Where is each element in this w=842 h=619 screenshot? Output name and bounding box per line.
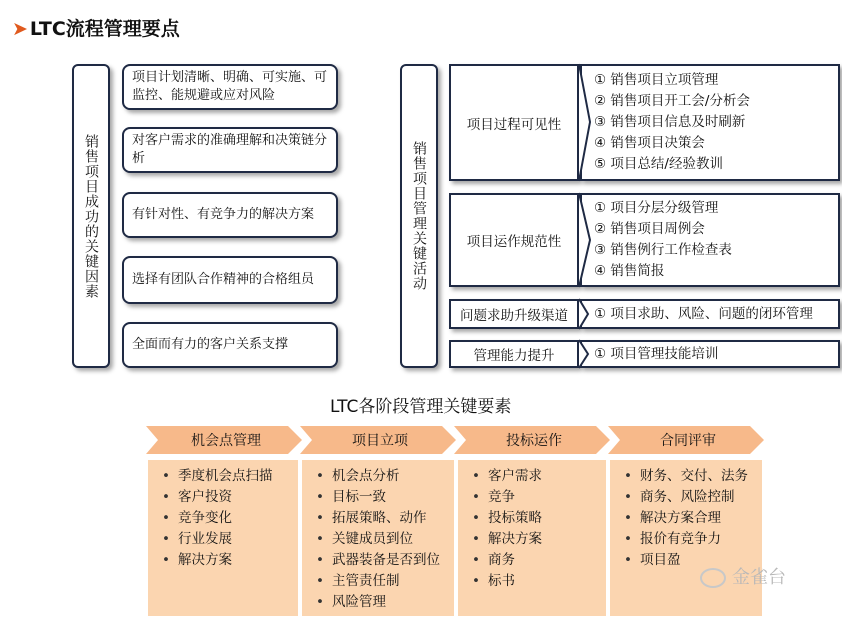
stage-item: • 行业发展: [162, 529, 288, 550]
stage-name-2: [306, 426, 454, 454]
stage-item: • 客户投资: [162, 487, 288, 508]
factor-text: 项目计划清晰、明确、可实施、可监控、能规避或应对风险: [132, 70, 328, 103]
stage-item: • 项目盈: [624, 550, 752, 571]
factor-text: 有针对性、有竞争力的解决方案: [132, 207, 315, 222]
activity-box-4: [580, 340, 840, 368]
connector-arrows: [560, 60, 600, 380]
stage-item: • 解决方案: [472, 529, 596, 550]
factor-box-1: [122, 64, 338, 110]
page-title-text: LTC流程管理要点: [29, 18, 180, 40]
stages-title: LTC各阶段管理关键要素: [330, 397, 512, 417]
stage-item: • 标书: [472, 571, 596, 592]
stage-item: • 商务、风险控制: [624, 487, 752, 508]
stage-name-4: [614, 426, 762, 454]
wechat-icon: [700, 568, 726, 588]
activity-item: ③ 销售例行工作检查表: [594, 242, 732, 258]
factor-text: 全面而有力的客户关系支撑: [132, 337, 289, 352]
factor-box-2: [122, 127, 338, 173]
stage-name-text: 项目立项: [352, 433, 408, 449]
success-factors-label-box: [72, 64, 110, 368]
page-title: [12, 14, 180, 41]
stage-item: • 主管责任制: [316, 571, 444, 592]
stage-item: • 目标一致: [316, 487, 444, 508]
stage-item: • 武器装备是否到位: [316, 550, 444, 571]
key-activities-label-box: [400, 64, 438, 368]
stage-name-text: 机会点管理: [191, 433, 261, 449]
stage-item: • 解决方案: [162, 550, 288, 571]
connector-arrow-4: [579, 340, 588, 368]
activity-item: ③ 销售项目信息及时刷新: [594, 114, 746, 130]
connector-arrow-2: [579, 193, 590, 287]
activity-box-1: [580, 64, 840, 181]
stage-column-4: [610, 460, 762, 616]
activity-item: ① 项目管理技能培训: [594, 345, 719, 362]
activity-item: ④ 销售简报: [594, 263, 665, 279]
activity-box-2: [580, 193, 840, 287]
stage-item: • 解决方案合理: [624, 508, 752, 529]
stage-item: • 财务、交付、法务: [624, 466, 752, 487]
category-label: 问题求助升级渠道: [460, 308, 568, 324]
stage-item: • 季度机会点扫描: [162, 466, 288, 487]
success-factors-label: 销售项目成功的关键因素: [83, 133, 99, 299]
connector-arrow-1: [579, 64, 590, 181]
stage-item: • 客户需求: [472, 466, 596, 487]
factor-text: 对客户需求的准确理解和决策链分析: [132, 133, 328, 166]
stage-item: • 拓展策略、动作: [316, 508, 444, 529]
activity-item: ① 项目分层分级管理: [594, 200, 719, 216]
stage-name-3: [460, 426, 608, 454]
category-label: 管理能力提升: [473, 348, 555, 364]
stage-item: • 竞争: [472, 487, 596, 508]
stage-name-text: 合同评审: [660, 433, 716, 449]
category-label: 项目运作规范性: [466, 234, 562, 250]
activity-item: ① 销售项目立项管理: [594, 72, 719, 88]
stage-column-1: [148, 460, 298, 616]
stage-name-text: 投标运作: [506, 433, 562, 449]
activity-item: ② 销售项目开工会/分析会: [594, 93, 750, 109]
title-arrow-icon: ➤: [12, 18, 28, 40]
stage-item: • 竞争变化: [162, 508, 288, 529]
factor-box-3: [122, 192, 338, 238]
stage-item: • 机会点分析: [316, 466, 444, 487]
activity-item: ① 项目求助、风险、问题的闭环管理: [594, 305, 813, 322]
activity-item: ⑤ 项目总结/经验教训: [594, 156, 723, 172]
activity-box-3: [580, 299, 840, 329]
stage-item: • 报价有竞争力: [624, 529, 752, 550]
stage-item: • 关键成员到位: [316, 529, 444, 550]
factor-box-4: [122, 256, 338, 304]
activity-item: ④ 销售项目决策会: [594, 135, 705, 151]
stage-item: • 商务: [472, 550, 596, 571]
stage-column-2: [302, 460, 454, 616]
factor-text: 选择有团队合作精神的合格组员: [132, 272, 315, 287]
stage-item: • 风险管理: [316, 592, 444, 613]
key-activities-label: 销售项目管理关键活动: [411, 141, 427, 291]
stage-item: • 投标策略: [472, 508, 596, 529]
activity-item: ② 销售项目周例会: [594, 221, 705, 237]
watermark: [700, 563, 786, 589]
category-label: 项目过程可见性: [466, 116, 562, 133]
stage-name-1: [152, 426, 300, 454]
stage-column-3: [458, 460, 606, 616]
factor-box-5: [122, 322, 338, 368]
watermark-text: 金雀台: [732, 567, 786, 588]
connector-arrow-3: [579, 299, 588, 329]
